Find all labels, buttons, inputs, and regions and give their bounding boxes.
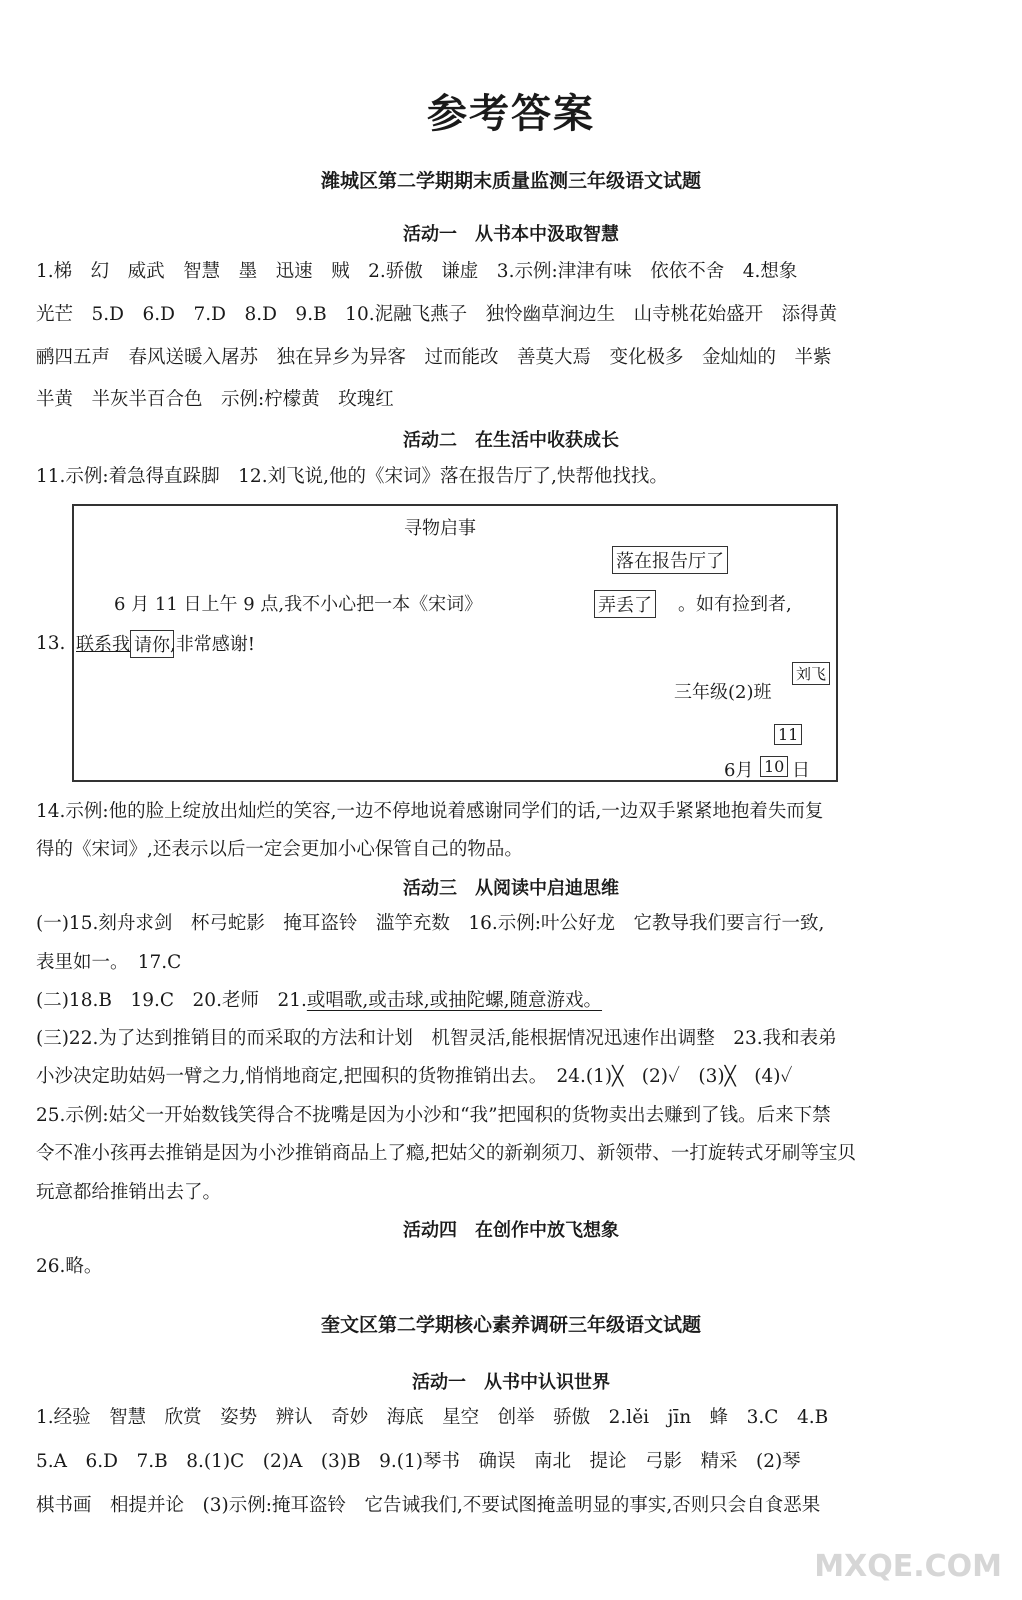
answer-line: 25.示例:姑父一开始数钱笑得合不拢嘴是因为小沙和“我”把囤积的货物卖出去赚到了钱。后来下禁 — [36, 1105, 831, 1126]
section2-heading: 奎文区第二学期核心素养调研三年级语文试题 — [320, 1314, 701, 1336]
answer-line: 得的《宋词》,还表示以后一定会更加小心保管自己的物品。 — [36, 839, 523, 860]
notice-body-text: 6 月 11 日上午 9 点,我不小心把一本《宋词》 — [114, 594, 483, 615]
notice-contact-text: 联系我 — [76, 634, 130, 655]
notice-class: 三年级(2)班 — [674, 682, 772, 703]
answer-line: 14.示例:他的脸上绽放出灿烂的笑容,一边不停地说着感谢同学们的话,一边双手紧紧地抱着失而复 — [36, 801, 824, 822]
section1-activity3-title: 活动三 从阅读中启迪思维 — [403, 878, 619, 899]
answer-line: 半黄 半灰半百合色 示例:柠檬黄 玫瑰红 — [36, 389, 394, 410]
question-13-label: 13. — [36, 633, 66, 654]
watermark-logo: MXQE.COM — [814, 1549, 1002, 1584]
answer-line: 1.经验 智慧 欣赏 姿势 辨认 奇妙 海底 星空 创举 骄傲 2.lěi jīn 蜂 3.C 4.B — [36, 1407, 829, 1428]
struck-word: 请你 — [130, 630, 174, 658]
notice-heading: 寻物启事 — [404, 518, 476, 539]
section1-activity1-title: 活动一 从书本中汲取智慧 — [403, 224, 619, 245]
answer-line — [36, 989, 986, 1013]
lost-item-notice-box — [72, 504, 838, 782]
section2-activity1-title: 活动一 从书中认识世界 — [412, 1372, 610, 1393]
section1-activity2-title: 活动二 在生活中收获成长 — [403, 430, 619, 451]
section1-heading: 潍城区第二学期期末质量监测三年级语文试题 — [320, 170, 701, 192]
answer-line: 5.A 6.D 7.B 8.(1)C (2)A (3)B 9.(1)琴书 确误 南北 提论 弓影 精采 (2)琴 — [36, 1451, 801, 1472]
notice-date-suffix: 日 — [792, 760, 810, 781]
answer-line: 棋书画 相提并论 (3)示例:掩耳盗铃 它告诫我们,不要试图掩盖明显的事实,否则只会自食恶果 — [36, 1495, 821, 1516]
answer-line: 26.略。 — [36, 1256, 103, 1277]
section1-activity4-title: 活动四 在创作中放飞想象 — [403, 1220, 619, 1241]
struck-word: 弄丢了 — [594, 590, 656, 618]
answer-line: 鹂四五声 春风送暖入屠苏 独在异乡为异客 过而能改 善莫大焉 变化极多 金灿灿的 半紫 — [36, 347, 832, 368]
name-insert: 刘飞 — [792, 662, 830, 685]
notice-date-prefix: 6月 — [724, 760, 754, 781]
answer-line: 11.示例:着急得直跺脚 12.刘飞说,他的《宋词》落在报告厅了,快帮他找找。 — [36, 466, 668, 487]
answer-line: 表里如一。 17.C — [36, 952, 182, 973]
page-title: 参考答案 — [427, 90, 595, 137]
answer-line: 小沙决定助姑妈一臂之力,悄悄地商定,把囤积的货物推销出去。 24.(1)╳ (2)✓ (3)╳ (4)✓ — [36, 1066, 793, 1087]
answer-text: (二)18.B 19.C 20.老师 21. — [36, 990, 307, 1011]
answer-line: 1.梯 幻 威武 智慧 墨 迅速 贼 2.骄傲 谦虚 3.示例:津津有味 依依不舍 4.想象 — [36, 261, 798, 282]
answer-line: 玩意都给推销出去了。 — [36, 1182, 222, 1203]
notice-body-text: 。如有捡到者, — [678, 594, 792, 615]
answer-line: (一)15.刻舟求剑 杯弓蛇影 掩耳盗铃 滥竽充数 16.示例:叶公好龙 它教导我们要言行一致, — [36, 913, 825, 934]
notice-body-text: ,非常感谢! — [170, 634, 255, 655]
underlined-answer: 或唱歌,或击球,或抽陀螺,随意游戏。 — [306, 990, 603, 1011]
answer-line: (三)22.为了达到推销目的而采取的方法和计划 机智灵活,能根据情况迅速作出调整 23.我和表弟 — [36, 1028, 837, 1049]
struck-date: 10 — [760, 756, 788, 777]
date-insert: 11 — [774, 724, 802, 745]
answer-line: 令不准小孩再去推销是因为小沙推销商品上了瘾,把姑父的新剃须刀、新领带、一打旋转式牙刷等宝贝 — [36, 1143, 856, 1164]
correction-insert: 落在报告厅了 — [612, 546, 728, 574]
answer-line: 光芒 5.D 6.D 7.D 8.D 9.B 10.泥融飞燕子 独怜幽草涧边生 山寺桃花始盛开 添得黄 — [36, 304, 838, 325]
